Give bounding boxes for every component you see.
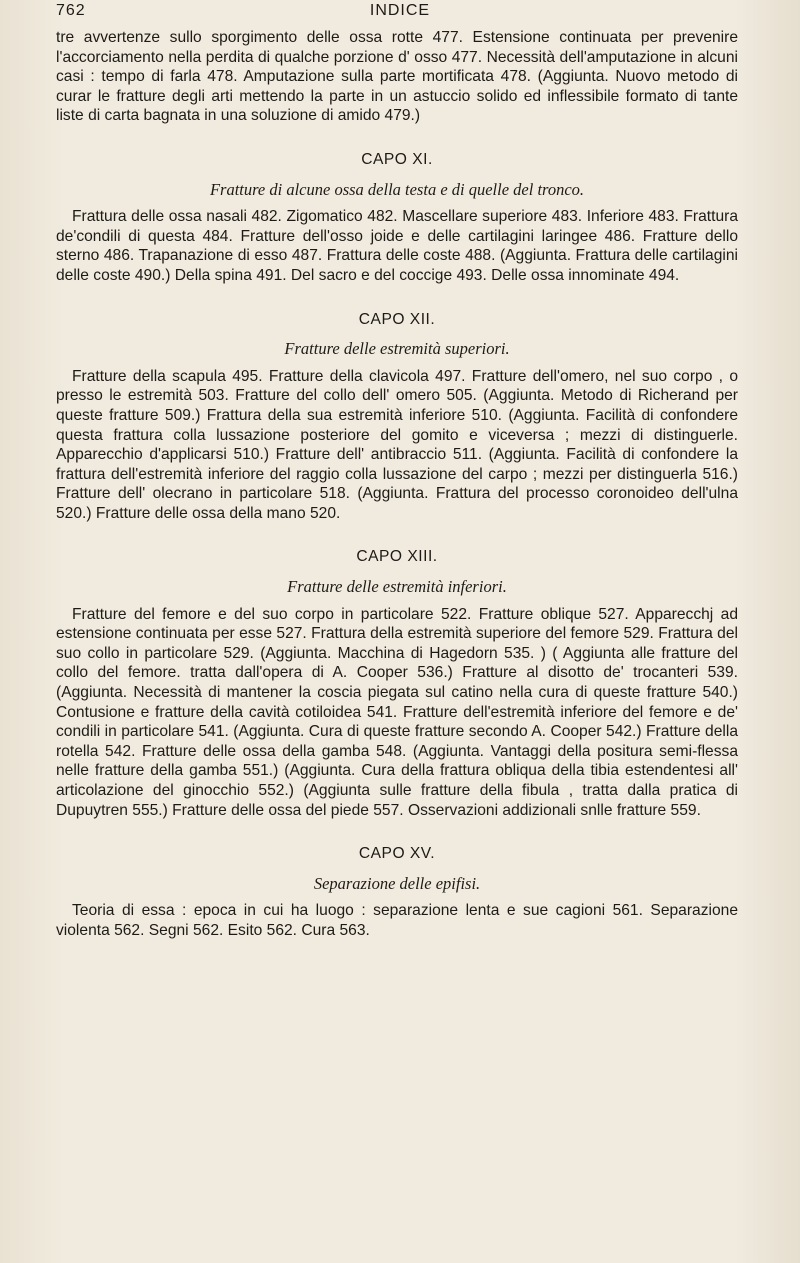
chapter-heading: CAPO XII.: [358, 310, 436, 328]
chapter-heading: CAPO XIII.: [356, 548, 438, 566]
page-number: 762: [56, 2, 86, 19]
chapter-entries: Fratture della scapula 495. Fratture della clavicola 497. Fratture dell'omero, nel suo corpo , o presso le estremità 503. Fratture del collo dell' omero 505. (Aggiunta. Metodo di Richerand per queste fratture 509.) Frattura della sua estremità inferiore 510. (Aggiunta. Facilità di confondere questa frattura colla lussazione posteriore del gomito e viceversa ; mezzi di distinguerle. Apparecchio d'applicarsi 510.) Fratture dell' antibraccio 511. (Aggiunta. Facilità di confondere la frattura dell'estremità inferiore del raggio colla lussazione del carpo ; mezzi per distinguerla 516.) Fratture dell' olecrano in particolare 518. (Aggiunta. Frattura del processo coronoideo dell'ulna 520.) Fratture delle ossa della mano 520.: [56, 367, 738, 522]
chapter-subtitle: Fratture delle estremità inferiori.: [287, 577, 507, 597]
chapter-subtitle: Fratture delle estremità superiori.: [284, 339, 510, 359]
section-capo-xv: [56, 844, 738, 940]
index-content: [56, 28, 738, 941]
chapter-subtitle: Fratture di alcune ossa della testa e di quelle del tronco.: [209, 179, 585, 199]
chapter-entries: Teoria di essa : epoca in cui ha luogo : separazione lenta e sue cagioni 561. Separazione violenta 562. Segni 562. Esito 562. Cura 563.: [56, 902, 738, 939]
section-capo-xiii: [56, 547, 738, 820]
chapter-heading: CAPO XV.: [358, 845, 436, 863]
section-capo-xi: [56, 150, 738, 286]
page-header: [56, 2, 744, 24]
running-head: INDICE: [369, 2, 431, 19]
chapter-entries: Fratture del femore e del suo corpo in particolare 522. Fratture oblique 527. Apparecchj ad estensione continuata per esse 527. Frattura della estremità superiore del femore 529. Frattura del suo collo in particolare 529. (Aggiunta. Macchina di Hagedorn 535. ) ( Aggiunta alle fratture del collo del femore. tratta dall'opera di A. Cooper 536.) Fratture al disotto de' trocanteri 539. (Aggiunta. Necessità di mantener la coscia piegata sul catino nella cura di queste fratture 540.) Contusione e fratture della cavità cotiloidea 541. Fratture dell'estremità inferiore del femore e de' condili in particolare 541. (Aggiunta. Cura di queste fratture secondo A. Cooper 542.) Fratture della rotella 542. Fratture delle ossa della gamba 548. (Aggiunta. Vantaggi della positura semi-flessa nelle fratture della gamba 551.) (Aggiunta. Cura della frattura obliqua della tibia estendentesi all' articolazione del ginocchio 552.) (Aggiunta sulle fratture della fibula , tratta dalla pratica di Dupuytren 555.) Fratture delle ossa del piede 557. Osservazioni addizionali snlle fratture 559.: [56, 605, 738, 819]
chapter-subtitle: Separazione delle epifisi.: [313, 873, 481, 893]
chapter-entries: Frattura delle ossa nasali 482. Zigomatico 482. Mascellare superiore 483. Inferiore 483. Frattura de'condili di questa 484. Fratture dell'osso joide e delle cartilagini laringee 486. Fratture dello sterno 486. Trapanazione di esso 487. Frattura delle coste 488. (Aggiunta. Frattura delle cartilagini delle coste 490.) Della spina 491. Del sacro e del coccige 493. Delle ossa innominate 494.: [56, 208, 738, 284]
section-capo-xii: [56, 310, 738, 524]
intro-paragraph: tre avvertenze sullo sporgimento delle ossa rotte 477. Estensione continuata per prevenire l'accorciamento nella perdita di qualche porzione d' osso 477. Necessità dell'amputazione in alcuni casi : tempo di farla 478. Amputazione sulla parte mortificata 478. (Aggiunta. Nuovo metodo di curar le fratture degli arti mettendo la parte in un astuccio solido ed inflessibile formato di tante liste di carta bagnata in una soluzione di amido 479.): [56, 29, 738, 125]
chapter-heading: CAPO XI.: [361, 150, 433, 168]
